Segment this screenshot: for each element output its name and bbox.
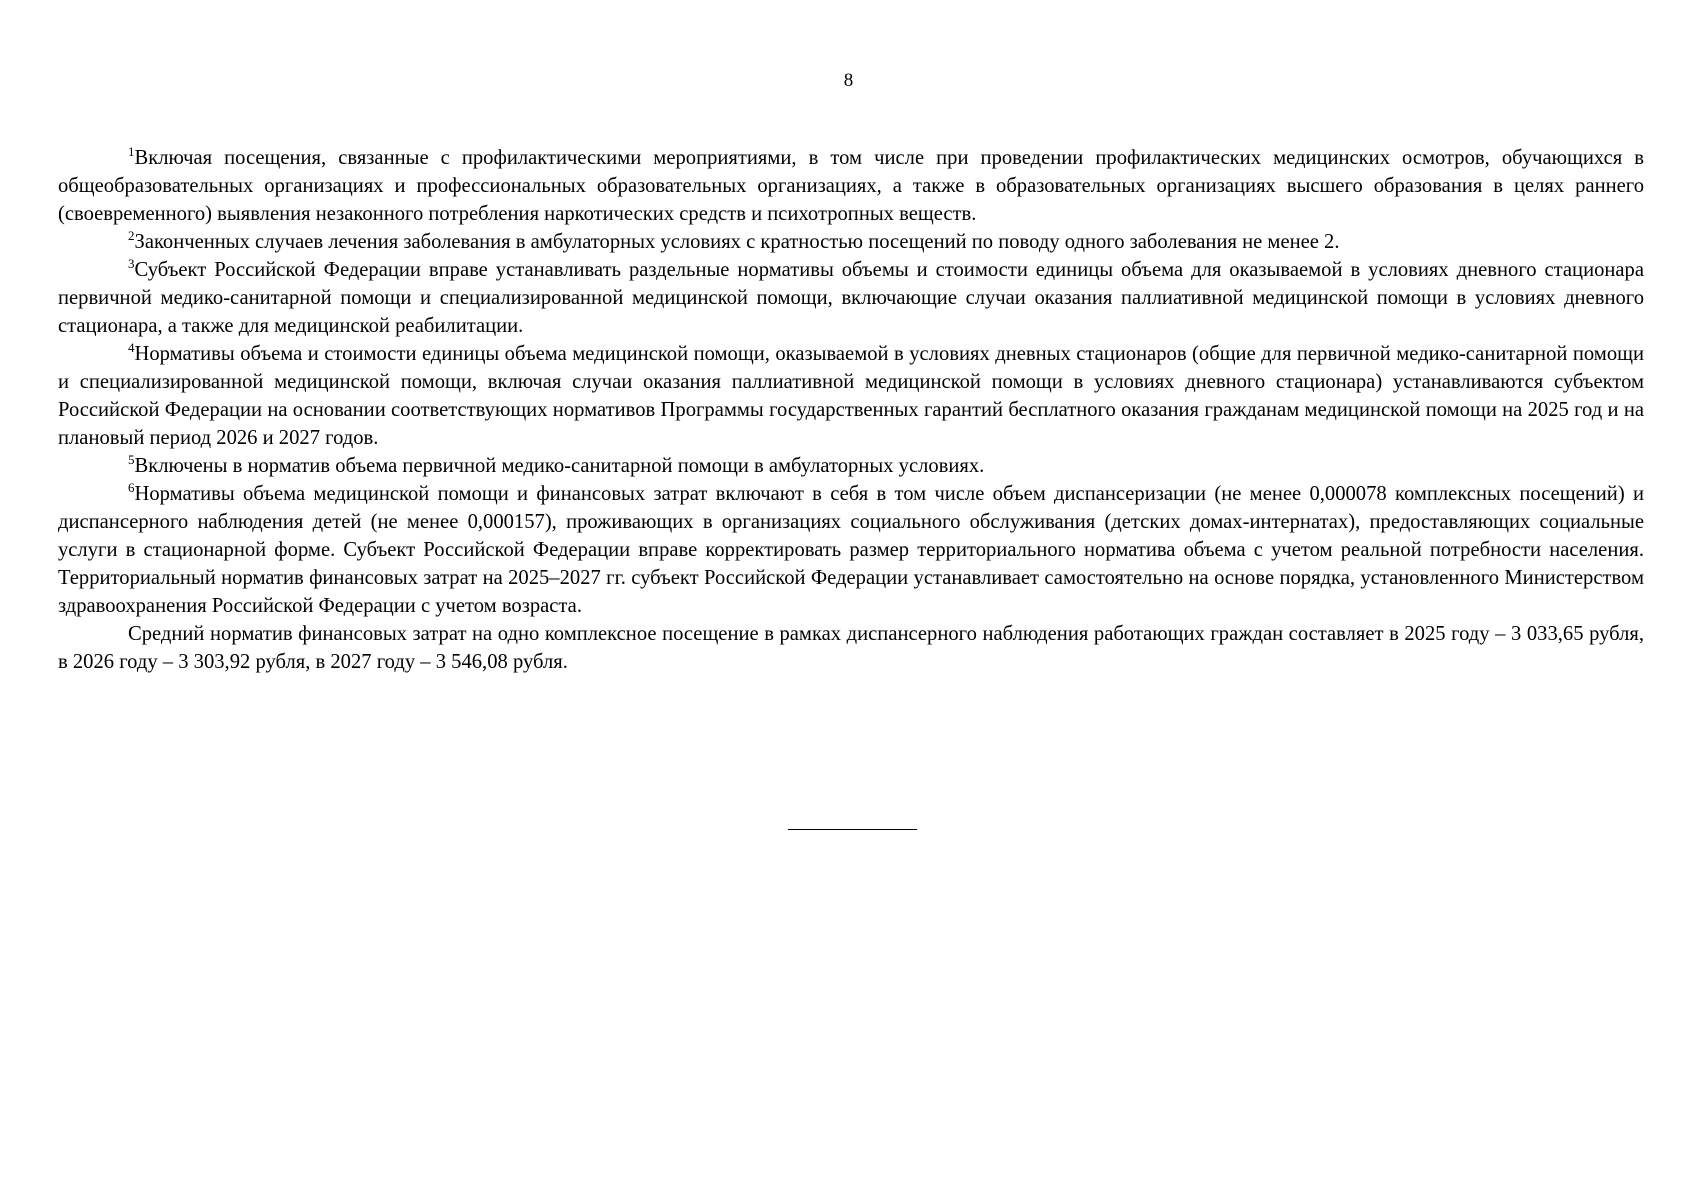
footnote-text: Законченных случаев лечения заболевания в амбулаторных условиях с кратностью посещений по поводу одного заболевания не менее 2. [134,231,1340,253]
footnote-text: Включая посещения, связанные с профилактическими мероприятиями, в том числе при проведении профилактических медицинских осмотров, обучающихся в общеобразовательных организациях и профессиональных образовательных организациях, а также в образовательных организациях высшего образования в целях раннего (своевременного) выявления незаконного потребления наркотических средств и психотропных веществ. [58,147,1644,225]
footnote-mark: 5 [128,452,135,467]
footnote-1 [58,144,1644,228]
footnote-mark: 1 [128,144,135,159]
footnote-text: Субъект Российской Федерации вправе устанавливать раздельные нормативы объемы и стоимости единицы объема для оказываемой в условиях дневного стационара первичной медико-санитарной помощи и специализированной медицинской помощи, включающие случаи оказания паллиативной медицинской помощи в условиях дневного стационара, а также для медицинской реабилитации. [58,259,1644,337]
footnotes-section [58,144,1644,676]
footnote-text: Включены в норматив объема первичной медико-санитарной помощи в амбулаторных условиях. [134,455,985,477]
end-of-document-rule [788,829,917,830]
page-number: 8 [843,70,854,91]
footnote-mark: 3 [128,256,135,271]
closing-paragraph: Средний норматив финансовых затрат на одно комплексное посещение в рамках диспансерного наблюдения работающих граждан составляет в 2025 году – 3 033,65 рубля, в 2026 году – 3 303,92 рубля, в 2027 году – 3 546,08 рубля. [58,623,1644,673]
footnote-mark: 2 [128,228,135,243]
footnote-6 [58,480,1644,620]
footnote-5 [58,452,1644,480]
footnote-text: Нормативы объема и стоимости единицы объема медицинской помощи, оказываемой в условиях дневных стационаров (общие для первичной медико-санитарной помощи и специализированной медицинской помощи, включая случаи оказания паллиативной медицинской помощи в условиях дневного стационара) устанавливаются субъектом Российской Федерации на основании соответствующих нормативов Программы государственных гарантий бесплатного оказания гражданам медицинской помощи на 2025 год и на плановый период 2026 и 2027 годов. [58,343,1644,449]
footnote-3 [58,256,1644,340]
footnote-mark: 4 [128,340,135,355]
footnote-text: Нормативы объема медицинской помощи и финансовых затрат включают в себя в том числе объем диспансеризации (не менее 0,000078 комплексных посещений) и диспансерного наблюдения детей (не менее 0,000157), проживающих в организациях социального обслуживания (детских домах-интернатах), предоставляющих социальные услуги в стационарной форме. Субъект Российской Федерации вправе корректировать размер территориального норматива объема с учетом реальной потребности населения. Территориальный норматив финансовых затрат на 2025–2027 гг. субъект Российской Федерации устанавливает самостоятельно на основе порядка, установленного Министерством здравоохранения Российской Федерации с учетом возраста. [58,483,1644,617]
footnote-mark: 6 [128,480,135,495]
footnote-2 [58,228,1644,256]
footnote-4 [58,340,1644,452]
